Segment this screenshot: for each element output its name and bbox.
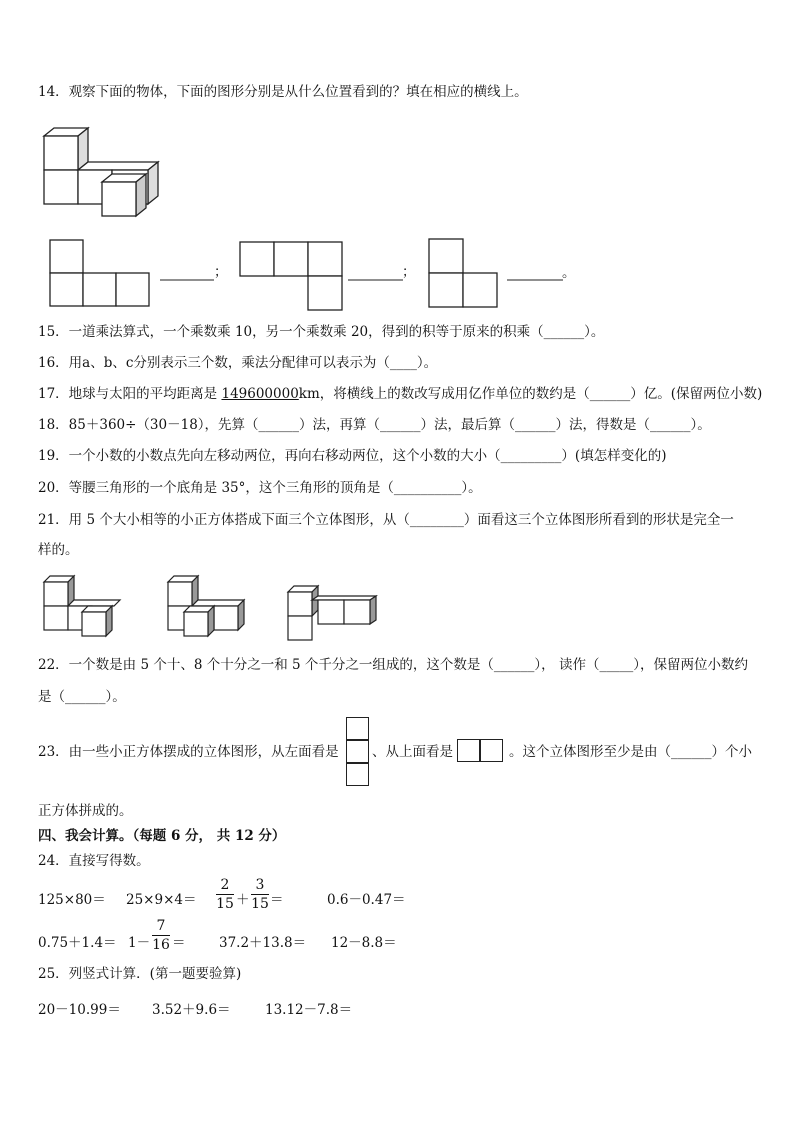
q24-item-5: 0.75＋1.4＝: [38, 935, 117, 951]
q23-part-3: 。这个立体图形至少是由（______）个小: [509, 744, 752, 760]
q14-text: 14．观察下面的物体，下面的图形分别是从什么位置看到的？填在相应的横线上。: [38, 84, 528, 100]
q21-line-2: 样的。: [38, 542, 79, 558]
q23-part-1: 23．由一些小正方体摆成的立体图形，从左面看是: [38, 744, 339, 760]
q24-item-7: 37.2＋13.8＝: [219, 935, 307, 951]
q19-text: 19．一个小数的小数点先向左移动两位，再向右移动两位，这个小数的大小（_________）(填怎样变化的): [38, 448, 667, 464]
q23-part-2: 、从上面看是: [372, 744, 453, 760]
q17-text: 17．地球与太阳的平均距离是 149600000km，将横线上的数改写成用亿作单位的数约是（______）亿。(保留两位小数): [38, 386, 763, 402]
q25-item-3: 13.12－7.8＝: [265, 1002, 353, 1018]
q14-sep-2: ；: [402, 264, 416, 280]
section-4-heading: 四、我会计算。（每题 6 分， 共 12 分）: [38, 828, 286, 844]
q14-view-2: [238, 240, 408, 312]
q24-item-1: 125×80＝: [38, 892, 106, 908]
q25-item-1: 20－10.99＝: [38, 1002, 121, 1018]
q21-line-1: 21．用 5 个大小相等的小正方体搭成下面三个立体图形，从（________）面看这三个立体图形所看到的形状是完全一: [38, 512, 734, 528]
q22-line-1: 22．一个数是由 5 个十、8 个十分之一和 5 个千分之一组成的，这个数是（______）， 读作（_____），保留两位小数约: [38, 657, 748, 673]
q24-fraction-2: 3 15: [251, 877, 269, 912]
q18-text: 18．85＋360÷（30－18），先算（______）法，再算（______）法，最后算（______）法，得数是（______）。: [38, 417, 711, 433]
q23-line-2: 正方体拼成的。: [38, 803, 133, 819]
q24-fraction-1: 2 15: [216, 877, 234, 912]
q24-item-8: 12－8.8＝: [331, 935, 397, 951]
q17-number: 149600000: [221, 386, 299, 402]
q22-line-2: 是（______）。: [38, 689, 126, 705]
q14-sep-1: ；: [214, 264, 228, 280]
q24-item-2: 25×9×4＝: [126, 892, 197, 908]
q24-eq: ＝: [270, 892, 284, 908]
q24-plus: ＋: [236, 892, 250, 908]
q20-text: 20．等腰三角形的一个底角是 35°，这个三角形的顶角是（__________）。: [38, 480, 482, 496]
q21-figures: [40, 570, 385, 642]
q25-item-2: 3.52＋9.6＝: [152, 1002, 231, 1018]
q24-item-4: 0.6－0.47＝: [327, 892, 406, 908]
q14-view-3: [427, 237, 572, 309]
q25-title: 25．列竖式计算．(第一题要验算): [38, 966, 242, 982]
q14-view-1: [48, 238, 223, 310]
q15-text: 15．一道乘法算式，一个乘数乘 10，另一个乘数乘 20，得到的积等于原来的积乘（______）。: [38, 324, 605, 340]
q16-text: 16．用a、b、c分别表示三个数，乘法分配律可以表示为（____）。: [38, 355, 438, 371]
q24-eq-2: ＝: [172, 935, 186, 951]
q24-fraction-3: 7 16: [152, 918, 170, 953]
q14-3d-object-figure: [40, 124, 165, 220]
q24-item-6-prefix: 1－: [128, 935, 151, 951]
q24-title: 24．直接写得数。: [38, 853, 150, 869]
q14-end: 。: [562, 265, 576, 281]
